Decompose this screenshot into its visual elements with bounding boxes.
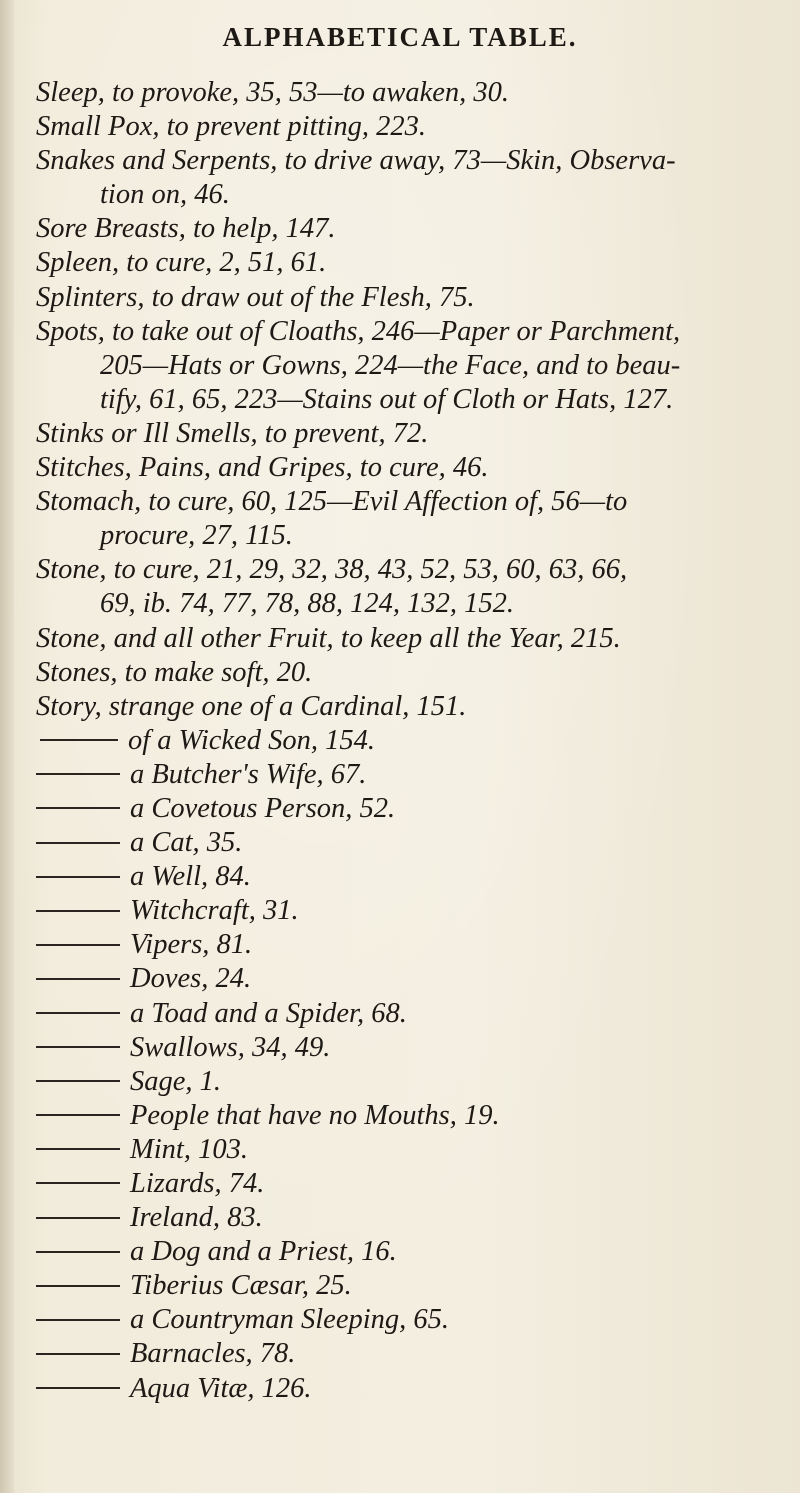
ditto-dash bbox=[36, 1046, 120, 1048]
story-subentry bbox=[36, 792, 776, 826]
index-entry: Small Pox, to prevent pitting, 223. bbox=[36, 111, 426, 143]
ditto-dash bbox=[36, 1251, 120, 1253]
story-subentry bbox=[36, 1337, 776, 1371]
ditto-dash bbox=[36, 1217, 120, 1219]
ditto-dash bbox=[36, 1387, 120, 1389]
story-subentry bbox=[36, 894, 776, 928]
story-subentry-text: Aqua Vitæ, 126. bbox=[130, 1372, 312, 1404]
story-subentry-text: a Covetous Person, 52. bbox=[130, 792, 396, 824]
index-entry: Snakes and Serpents, to drive away, 73—Skin, Observa- bbox=[36, 145, 676, 177]
story-subentry-text: Lizards, 74. bbox=[130, 1168, 265, 1199]
index-entry: Sleep, to provoke, 35, 53—to awaken, 30. bbox=[36, 77, 510, 108]
index-entry: Stone, and all other Fruit, to keep all the Year, 215. bbox=[36, 622, 621, 654]
story-subentry bbox=[36, 1031, 776, 1065]
story-subentry-text: Doves, 24. bbox=[130, 963, 252, 995]
index-entry: Stones, to make soft, 20. bbox=[36, 656, 313, 688]
story-subentry-text: of a Wicked Son, 154. bbox=[128, 724, 375, 756]
story-subentry-text: Barnacles, 78. bbox=[130, 1338, 296, 1370]
ditto-dash bbox=[36, 978, 120, 980]
index-entry: Splinters, to draw out of the Flesh, 75. bbox=[36, 281, 475, 313]
story-subentry bbox=[36, 1235, 776, 1269]
ditto-dash bbox=[36, 876, 120, 878]
ditto-dash bbox=[36, 944, 120, 946]
story-subentry-text: Sage, 1. bbox=[130, 1065, 222, 1097]
ditto-dash bbox=[36, 1285, 120, 1287]
story-subentry bbox=[36, 1372, 776, 1406]
ditto-dash bbox=[36, 842, 120, 844]
story-subentry-text: Mint, 103. bbox=[130, 1133, 248, 1165]
index-entry-continuation: procure, 27, 115. bbox=[100, 520, 293, 552]
index-entry: Sore Breasts, to help, 147. bbox=[36, 213, 336, 245]
story-subentry-text: a Dog and a Priest, 16. bbox=[130, 1236, 397, 1268]
index-entry: Story, strange one of a Cardinal, 151. bbox=[36, 690, 467, 722]
index-entry-continuation: tion on, 46. bbox=[100, 179, 230, 211]
story-subentry bbox=[36, 860, 776, 894]
ditto-dash bbox=[36, 910, 120, 912]
ditto-dash bbox=[36, 807, 120, 809]
index-entry: Spots, to take out of Cloaths, 246—Paper or Parchment, bbox=[36, 315, 681, 347]
index-entry: Stinks or Ill Smells, to prevent, 72. bbox=[36, 417, 429, 449]
story-subentry-text: a Toad and a Spider, 68. bbox=[130, 997, 407, 1029]
story-subentry bbox=[36, 826, 776, 860]
index-entry: Stitches, Pains, and Gripes, to cure, 46. bbox=[36, 452, 489, 484]
index-entry: Stone, to cure, 21, 29, 32, 38, 43, 52, 53, 60, 63, 66, bbox=[36, 554, 628, 586]
index-entries bbox=[36, 76, 776, 1406]
story-subentry bbox=[36, 928, 776, 962]
page-gutter bbox=[0, 0, 14, 1493]
ditto-dash bbox=[36, 1114, 120, 1116]
story-subentry-text: Swallows, 34, 49. bbox=[130, 1031, 331, 1063]
story-subentry bbox=[36, 1065, 776, 1099]
story-subentry-text: Witchcraft, 31. bbox=[130, 895, 299, 927]
story-subentry-text: Ireland, 83. bbox=[130, 1202, 263, 1234]
ditto-dash bbox=[36, 1182, 120, 1184]
ditto-dash bbox=[36, 1080, 120, 1082]
story-subentry bbox=[36, 1303, 776, 1337]
story-subentry bbox=[36, 1167, 776, 1201]
ditto-dash bbox=[36, 1319, 120, 1321]
story-subentry bbox=[36, 1133, 776, 1167]
ditto-dash bbox=[36, 1353, 120, 1355]
ditto-dash bbox=[36, 1148, 120, 1150]
ditto-dash bbox=[40, 739, 118, 741]
story-subentry-text: Tiberius Cæsar, 25. bbox=[130, 1270, 352, 1302]
story-subentry-text: a Countryman Sleeping, 65. bbox=[130, 1304, 450, 1336]
story-subentry bbox=[36, 758, 776, 792]
running-head: ALPHABETICAL TABLE. bbox=[222, 22, 578, 52]
story-subentry-text: a Butcher's Wife, 67. bbox=[130, 758, 367, 790]
index-entry-continuation: 205—Hats or Gowns, 224—the Face, and to beau- bbox=[100, 349, 681, 381]
story-subentry-text: People that have no Mouths, 19. bbox=[130, 1099, 500, 1131]
story-subentry bbox=[36, 1201, 776, 1235]
story-subentry-text: Vipers, 81. bbox=[130, 929, 253, 961]
story-subentry bbox=[36, 1099, 776, 1133]
story-subentry bbox=[36, 962, 776, 996]
index-entry-continuation: 69, ib. 74, 77, 78, 88, 124, 132, 152. bbox=[100, 588, 515, 620]
story-subentry bbox=[36, 1269, 776, 1303]
index-entry: Stomach, to cure, 60, 125—Evil Affection of, 56—to bbox=[36, 486, 628, 518]
index-entry: Spleen, to cure, 2, 51, 61. bbox=[36, 247, 327, 279]
story-subentry bbox=[36, 724, 776, 758]
ditto-dash bbox=[36, 773, 120, 775]
ditto-dash bbox=[36, 1012, 120, 1014]
story-subentry-text: a Well, 84. bbox=[130, 861, 251, 893]
story-subentry-text: a Cat, 35. bbox=[130, 827, 243, 859]
story-subentry bbox=[36, 997, 776, 1031]
index-entry-continuation: tify, 61, 65, 223—Stains out of Cloth or Hats, 127. bbox=[100, 383, 674, 415]
